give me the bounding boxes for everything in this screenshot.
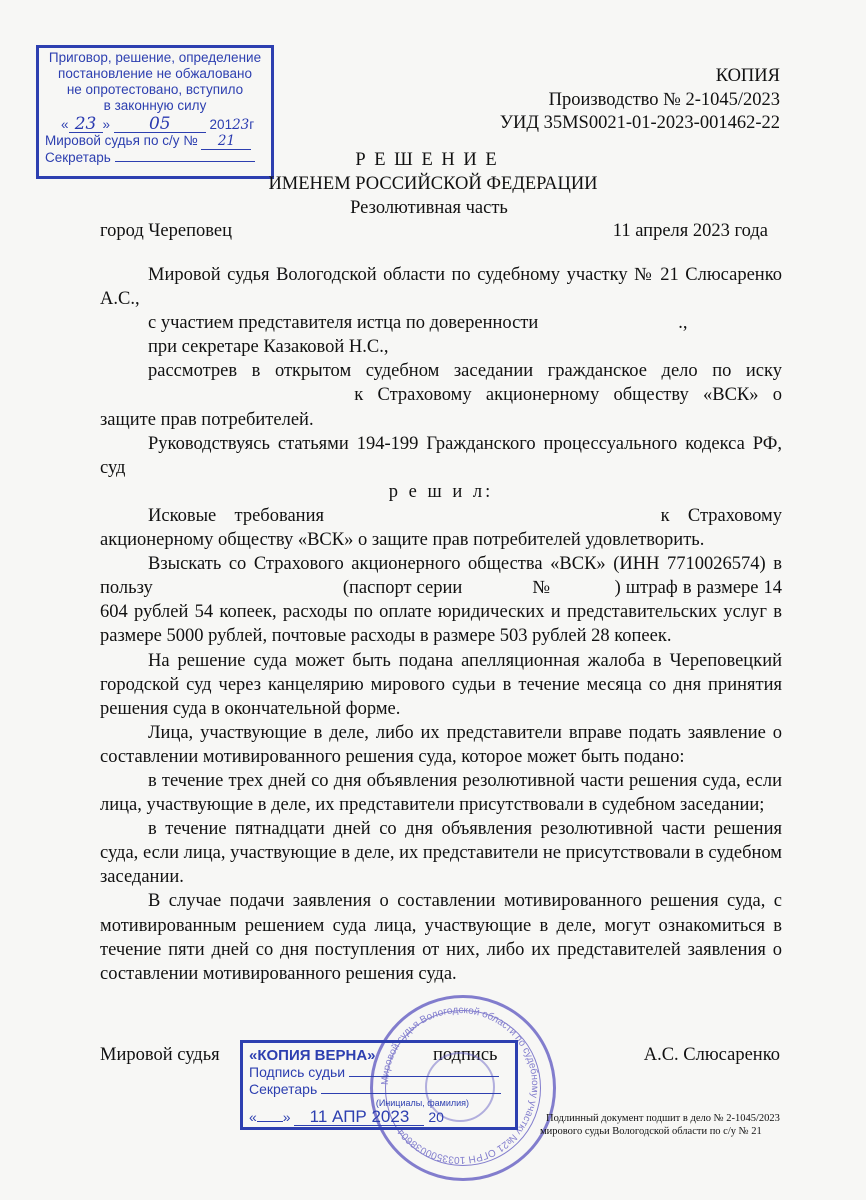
paragraph: Лица, участвующие в деле, либо их представители вправе подать заявление о составлении мотивированного решения суда, которое может быть подано: <box>100 722 782 767</box>
stamp-judge-label: Мировой судья по с/у № <box>45 133 198 148</box>
paragraph <box>100 359 782 431</box>
judge-name: А.С. Слюсаренко <box>643 1045 780 1065</box>
stamp-title: «КОПИЯ ВЕРНА» <box>249 1047 376 1064</box>
paragraph: На решение суда может быть подана апелляционная жалоба в Череповецкий городской суд через канцелярию мирового судьи в течение месяца со дня принятия решения суда в окончательной форме. <box>100 650 782 719</box>
stamp-day: 23 <box>69 116 103 133</box>
stamp-line: не опротестовано, вступило <box>66 82 244 97</box>
signature-role: Мировой судья <box>100 1045 220 1065</box>
certified-copy-stamp: «КОПИЯ ВЕРНА» Подпись судьи Секретарь (Инициалы, фамилия) « » 11 АПР 2023 20 <box>240 1040 518 1130</box>
text: № <box>532 578 551 599</box>
stamp-date: 11 АПР 2023 <box>294 1108 424 1126</box>
text: рассмотрев в открытом судебном заседании гражданское дело по иску <box>148 361 782 382</box>
paragraph: в течение пятнадцати дней со дня объявления резолютивной части решения суда, если лица, участвующие в деле, их представители не присутствовали в судебном заседании. <box>100 819 782 888</box>
footnote <box>540 1112 780 1138</box>
case-number: Производство № 2-1045/2023 <box>548 90 780 110</box>
stamp-secretary-label: Секретарь <box>45 150 111 165</box>
text: к Страховому акционерному обществу «ВСК» о защите прав потребителей. <box>100 385 783 430</box>
document-title: Р Е Ш Е Н И Е <box>355 150 499 170</box>
legal-force-stamp: Приговор, решение, определение постановление не обжаловано не опротестовано, вступило в законную силу « 23 » 05 20123г Мировой судья по с/у № 21 Секретарь <box>36 45 274 179</box>
text: с участием представителя истца по доверенности <box>148 313 539 334</box>
paragraph: В случае подачи заявления о составлении мотивированного решения суда, с мотивированным решением суда лица, участвующие в деле, могут ознакомиться в течение пяти дней со дня поступления от них, либо их представителей заявления о составлении мотивированного решения суда. <box>100 891 782 984</box>
paragraph: при секретаре Казаковой Н.С., <box>148 337 389 358</box>
stamp-line: постановление не обжаловано <box>58 66 252 81</box>
footnote-line: Подлинный документ подшит в дело № 2-1045/2023 <box>546 1113 780 1124</box>
stamp-year-suffix: г <box>249 117 255 132</box>
paragraph <box>100 504 782 552</box>
resolved-heading: р е ш и л: <box>388 481 494 502</box>
stamp-initials: (Инициалы, фамилия) <box>375 1098 469 1108</box>
stamp-judge-num: 21 <box>201 133 251 150</box>
copy-label: КОПИЯ <box>715 66 780 86</box>
text: ) штраф в размере 14 604 рублей 54 копеек, расходы по оплате юридических и представительских услуг в размере 5000 рублей, почтовые расходы в размере 503 рублей 28 копеек. <box>100 578 783 647</box>
text: Исковые требования <box>148 505 324 526</box>
stamp-year: 201 <box>209 117 233 132</box>
paragraph: Мировой судья Вологодской области по судебному участку № 21 Слюсаренко А.С., <box>100 265 782 310</box>
svg-text:Мировой судья Вологодской обла: Мировой судья Вологодской области по судебному участку №21 ОГРН 1033500038604 <box>379 1004 541 1166</box>
document-part: Резолютивная часть <box>350 198 508 218</box>
case-uid: УИД 35MS0021-01-2023-001462-22 <box>499 113 780 133</box>
stamp-secretary: Секретарь <box>249 1081 318 1097</box>
city: город Череповец <box>100 221 232 241</box>
decision-body <box>100 263 782 986</box>
stamp-line: в законную силу <box>103 98 207 113</box>
paragraph: Руководствуясь статьями 194-199 Гражданского процессуального кодекса РФ, суд <box>100 433 782 478</box>
paragraph <box>100 552 782 648</box>
paragraph: в течение трех дней со дня объявления резолютивной части решения суда, если лица, участвующие в деле, их представители присутствовали в судебном заседании; <box>100 770 782 816</box>
stamp-year: 20 <box>428 1109 444 1125</box>
text: (паспорт серии <box>342 578 463 599</box>
stamp-month: 05 <box>114 116 206 133</box>
stamp-year-hand: 23 <box>232 117 250 133</box>
paragraph <box>100 311 782 335</box>
text: Взыскать со Страхового акционерного общества «ВСК» (ИНН 7710026574) в пользу <box>100 554 782 599</box>
stamp-line: Приговор, решение, определение <box>48 50 262 65</box>
text: ., <box>678 313 688 334</box>
footnote-line: мирового судьи Вологодской области по с/у № 21 <box>540 1126 762 1137</box>
document-subtitle: ИМЕНЕМ РОССИЙСКОЙ ФЕДЕРАЦИИ <box>268 174 598 194</box>
decision-date: 11 апреля 2023 года <box>612 221 768 241</box>
stamp-judge-sign: Подпись судьи <box>249 1064 346 1080</box>
text: к Страховому акционерному обществу «ВСК» о защите прав потребителей удовлетворить. <box>100 505 783 551</box>
signature-mark: подпись <box>433 1045 498 1065</box>
